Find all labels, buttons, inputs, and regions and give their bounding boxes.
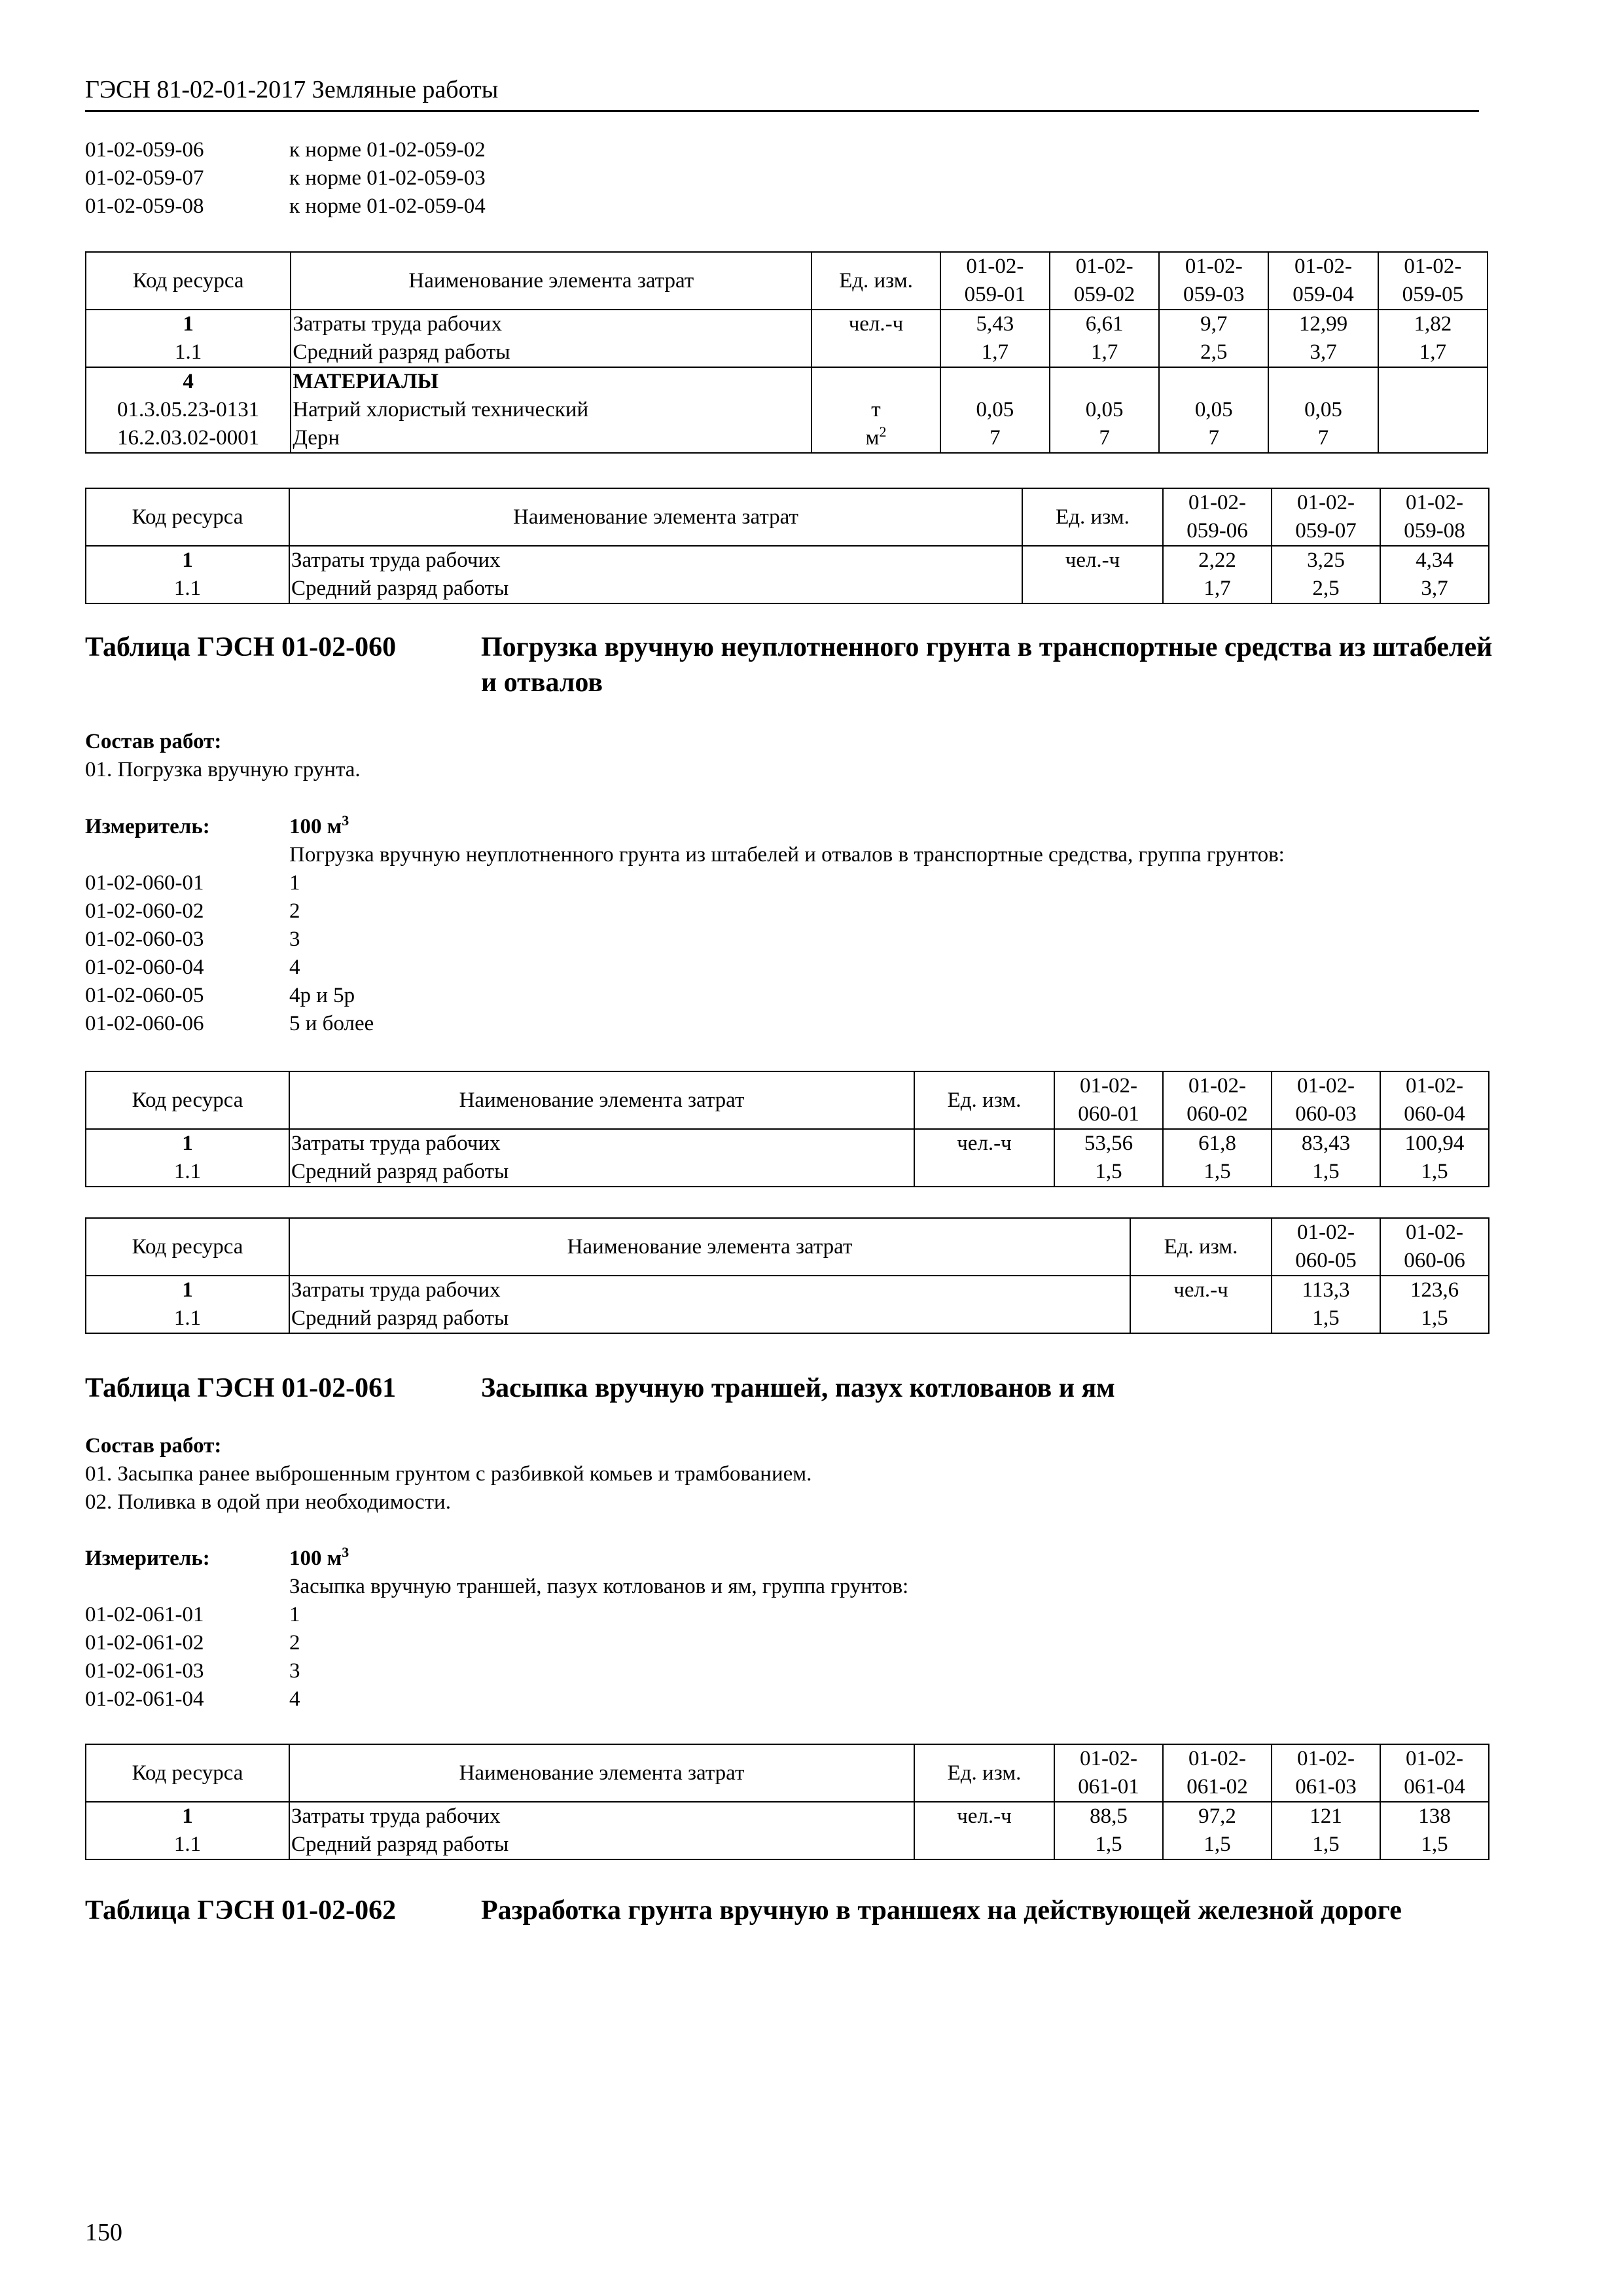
section-061-title: Таблица ГЭСН 01-02-061 Засыпка вручную траншей, пазух котлованов и ям <box>85 1373 1115 1403</box>
list-item: 01-02-061-04 4 <box>85 1687 300 1711</box>
list-item: 01-02-061-03 3 <box>85 1659 300 1683</box>
table-header-row: Код ресурса Наименование элемента затрат Ед. изм. 01-02- 060-05 01-02- 060-06 <box>86 1218 1489 1276</box>
table-row: 1 Затраты труда рабочих чел.-ч 5,43 6,61 9,7 12,99 1,82 <box>86 310 1488 338</box>
page-number: 150 <box>85 2219 122 2246</box>
table-row: 1.1 Средний разряд работы 1,7 1,7 2,5 3,7 1,7 <box>86 338 1488 367</box>
list-item: 01-02-061-01 1 <box>85 1603 300 1626</box>
table-row: 1.1 Средний разряд работы 1,5 1,5 <box>86 1304 1489 1333</box>
col-code-header: Код ресурса <box>86 252 291 310</box>
col-header: 01-02- 059-02 <box>1050 252 1159 310</box>
table-row: 1 Затраты труда рабочих чел.-ч 2,22 3,25 4,34 <box>86 546 1489 575</box>
page-header <box>85 73 1479 112</box>
table-row: 1 Затраты труда рабочих чел.-ч 53,56 61,8 83,43 100,94 <box>86 1129 1489 1158</box>
table-059-extra <box>85 488 1489 604</box>
table-060-extra <box>85 1217 1489 1334</box>
section-060-composition: Состав работ: 01. Погрузка вручную грунта. <box>85 730 361 781</box>
col-header: 01-02- 059-04 <box>1268 252 1378 310</box>
list-item: 01-02-061-02 2 <box>85 1631 300 1655</box>
section-062-title: Таблица ГЭСН 01-02-062 Разработка грунта вручную в траншеях на действующей железной дороге <box>85 1895 1402 1926</box>
table-059-main <box>85 251 1488 454</box>
section-061-meter: Измеритель: 100 $м^3$ Засыпка вручную траншей, пазух котлованов и ям, группа грунтов: 01-02-061-01 1 01-02-061-02 2 01-02-061-03 3 01-02-061-04 4 <box>85 1545 1488 1713</box>
table-header-row: Код ресурса Наименование элемента затрат Ед. изм. 01-02- 061-01 01-02- 061-02 01-02- 061-03 01-02- 061-04 <box>86 1744 1489 1802</box>
col-unit-header: Ед. изм. <box>812 252 940 310</box>
col-header: 01-02- 059-01 <box>940 252 1050 310</box>
section-060-title: Таблица ГЭСН 01-02-060 Погрузка вручную неуплотненного грунта в транспортные средства из штабелей и отвалов <box>85 632 1493 698</box>
table-row: 4 МАТЕРИАЛЫ <box>86 367 1488 396</box>
table-061 <box>85 1744 1489 1860</box>
table-row: 1.1 Средний разряд работы 1,5 1,5 1,5 1,5 <box>86 1831 1489 1859</box>
list-item: 01-02-060-04 4 <box>85 956 300 979</box>
header-title: ГЭСН 81-02-01-2017 Земляные работы <box>85 76 499 103</box>
table-row: 1 Затраты труда рабочих чел.-ч 88,5 97,2 121 138 <box>86 1802 1489 1831</box>
list-item: 01-02-060-01 1 <box>85 871 300 895</box>
table-row: 01.3.05.23-0131 Натрий хлористый технический т 0,05 0,05 0,05 0,05 <box>86 396 1488 424</box>
col-header: 01-02- 059-05 <box>1378 252 1488 310</box>
table-header-row: Код ресурса Наименование элемента затрат Ед. изм. 01-02- 059-06 01-02- 059-07 01-02- 059-08 <box>86 488 1489 546</box>
col-header: 01-02- 059-03 <box>1159 252 1268 310</box>
table-row: 1.1 Средний разряд работы 1,7 2,5 3,7 <box>86 575 1489 603</box>
section-061-composition: Состав работ: 01. Засыпка ранее выброшенным грунтом с разбивкой комьев и трамбованием. 02. Поливка в одой при необходимости. <box>85 1434 812 1514</box>
table-row: 1.1 Средний разряд работы 1,5 1,5 1,5 1,5 <box>86 1158 1489 1187</box>
list-item: 01-02-060-05 4р и 5р <box>85 984 355 1007</box>
table-row: 1 Затраты труда рабочих чел.-ч 113,3 123,6 <box>86 1276 1489 1304</box>
list-item: 01-02-060-02 2 <box>85 899 300 923</box>
list-item: 01-02-060-06 5 и более <box>85 1012 374 1035</box>
col-name-header: Наименование элемента затрат <box>291 252 812 310</box>
table-060-main <box>85 1071 1489 1187</box>
section-060-meter: Измеритель: 100 $м^3$ Погрузка вручную неуплотненного грунта из штабелей и отвалов в транспортные средства, группа грунтов: 01-02-060-01 1 01-02-060-02 2 01-02-060-03 3 01-02-060-04 4 01-02-060-05 4р и 5р 01-02-060-06 5 и более <box>85 813 1488 1038</box>
table-header-row: Код ресурса Наименование элемента затрат Ед. изм. 01-02- 060-01 01-02- 060-02 01-02- 060-03 01-02- 060-04 <box>86 1071 1489 1129</box>
table-row: 16.2.03.02-0001 Дерн $м^2$ 7 7 7 7 <box>86 424 1488 453</box>
list-item: 01-02-060-03 3 <box>85 927 300 951</box>
table-header-row <box>86 252 1488 310</box>
